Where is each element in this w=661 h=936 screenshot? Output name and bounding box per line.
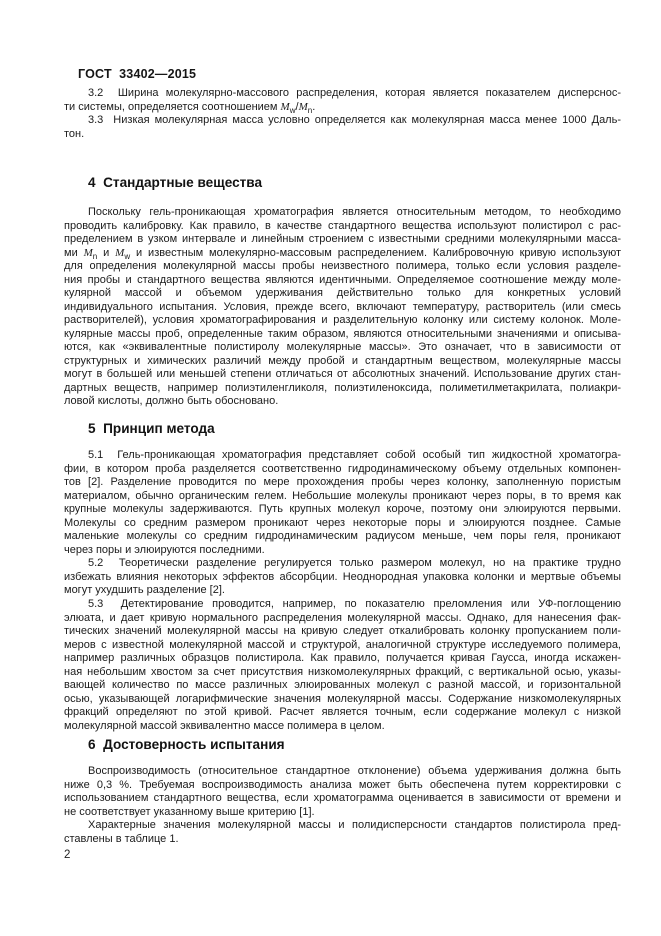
clause-5-2-paragraph [64, 557, 621, 598]
text-line: крупные молекулы задерживаются. Путь крупных молекул короче, поэтому они элюируются первыми. [64, 503, 621, 515]
text-line: могут ухудшить разделение [2]. [64, 584, 225, 596]
document-code-header: ГОСТ 33402—2015 [78, 67, 197, 81]
text-line: 5.1 Гель-проникающая хроматография представляет собой особый тип жидкостной хроматогра- [88, 449, 621, 461]
text-line: осью, указывающей логарифмические значения молекулярной массы. Содержание низкомолекулярных [64, 692, 621, 705]
text-line: 3.2 Ширина молекулярно-массового распределения, которая является показателем дисперснос- [88, 87, 621, 99]
text-line: 5.2 Теоретически разделение регулируется только размером молекул, но на практике трудно [88, 557, 621, 569]
text-line: ти системы, определяется соотношением $M_w/M_n$. [64, 100, 316, 114]
text-line: ловой кислоты, должно быть обосновано. [64, 395, 279, 407]
clause-3-3-paragraph [64, 114, 621, 141]
text-line: растворителей), условия хроматографирования и разделительную колонку или систему колонок. Моле- [64, 314, 621, 326]
clause-3-2-paragraph [64, 87, 621, 114]
text-line: 5.3 Детектирование проводится, например, по показателю преломления или УФ-поглощению [88, 598, 621, 610]
text-line: ются, как «эквивалентные полистиролу молекулярные массы». Это означает, что в зависимости от [64, 341, 621, 353]
text-line: маленькие молекулы со средним гидродинамическим радиусом меньше, чем поры геля, проникают [64, 530, 621, 542]
clause-5-3-paragraph [64, 598, 621, 733]
text-line: фракций определяют по этой кривой. Расчет является точным, если содержание молекул с низкой [64, 706, 621, 718]
section-4-paragraph [64, 206, 621, 409]
text-line: ми $M_n$ и $M_w$ и известным молекулярно-массовым распределением. Калибровочную кривую используют [64, 246, 621, 260]
text-line: структурных и химических различий между пробой и стандартным веществом, молекулярные массы [64, 354, 621, 367]
text-line: проводить калибровку. Как правило, в качестве стандартного вещества используют полистирол с рас- [64, 219, 621, 232]
text-line: вающей количество по массе различных элюированных молекул с разной массой, и горизонтальной [64, 679, 621, 691]
text-line: ния пробы и стандартного вещества являются идентичными. Определяемое соотношение между моле- [64, 273, 621, 286]
text-line: тических значений молекулярной массы на кривую следует откалибровать колонку пропусканием поли- [64, 625, 621, 637]
clause-5-1-paragraph [64, 449, 621, 557]
text-line: тов [2]. Разделение проводится по мере прохождения пробы через колонку, заполненную пористым [64, 476, 621, 488]
text-line: фии, в котором проба разделяется соответственно гидродинамическому объему отдельных компонен- [64, 462, 621, 475]
section-5-heading: 5 Принцип метода [88, 421, 215, 436]
text-line: материалом, обычно органическим гелем. Небольшие молекулы проникают через поры, в то время как [64, 489, 621, 502]
text-line: дартных веществ, например полиэтиленгликоля, полиэтиленоксида, полиметилметакрилата, полиакри- [64, 381, 621, 394]
text-line: Характерные значения молекулярной массы и полидисперсности стандартов полистирола пред- [88, 819, 621, 831]
text-line: элюата, и дает кривую нормального распределения молекулярной массы. Однако, для нанесения фак- [64, 611, 621, 624]
text-line: ниже 0,3 %. Требуемая воспроизводимость анализа может быть обеспечена путем корректировки с [64, 778, 621, 791]
text-line: могут в большей или меньшей степени отличаться от абсолютных значений. Использование других стан- [64, 368, 621, 380]
text-line: ставлены в таблице 1. [64, 832, 179, 845]
text-line: ная небольшим хвостом за счет присутствия низкомолекулярных фракций, с вертикальной осью, указы- [64, 665, 621, 678]
text-line: через поры и элюируются последними. [64, 543, 265, 556]
section-6-heading: 6 Достоверность испытания [88, 737, 285, 752]
text-line: 3.3 Низкая молекулярная масса условно определяется как молекулярная масса менее 1000 Даль- [88, 114, 621, 126]
text-line: например различных образцов полистирола. Как правило, получается кривая Гаусса, иногда искажен- [64, 652, 621, 664]
page-number: 2 [64, 849, 71, 861]
text-line: молекулярной массой эквивалентно массе полимера в целом. [64, 719, 385, 732]
text-line: меров с известной молекулярной массой и структурой, аналогичной структуре исследуемого полимера, [64, 638, 621, 651]
text-line: пределением в узком интервале и линейным строением с известными средними молекулярными масса- [64, 233, 621, 245]
text-line: не соответствует указанному выше критерию [1]. [64, 805, 315, 818]
text-line: кулярные массы проб, определенные таким образом, являются относительными значениями и описыва- [64, 327, 621, 340]
text-line: кулярной массой и объемом удерживания действительно только для конкретных условий [64, 287, 621, 299]
section-6-paragraph-2 [64, 819, 621, 846]
text-line: для определения молекулярной массы пробы неизвестного полимера, только если условия разделе- [64, 260, 621, 272]
text-line: Воспроизводимость (относительное стандартное отклонение) объема удерживания должна быть [88, 765, 621, 777]
text-line: индивидуального испытания. Условия, прежде всего, включают температуру, растворитель (или смесь [64, 300, 621, 313]
text-line: использованием стандартного вещества, если хроматограмма оценивается в зависимости от времени и [64, 792, 621, 804]
section-6-paragraph-1 [64, 765, 621, 819]
text-line: тон. [64, 127, 85, 140]
text-line: избежать влияния некоторых эффектов абсорбции. Неоднородная упаковка колонки и мертвые объемы [64, 570, 621, 583]
section-4-heading: 4 Стандартные вещества [88, 175, 263, 190]
text-line: Молекулы со средним размером проникают через некоторые поры и элюируются позднее. Самые [64, 516, 621, 529]
text-line: Поскольку гель-проникающая хроматография является относительным методом, то необходимо [88, 206, 621, 218]
